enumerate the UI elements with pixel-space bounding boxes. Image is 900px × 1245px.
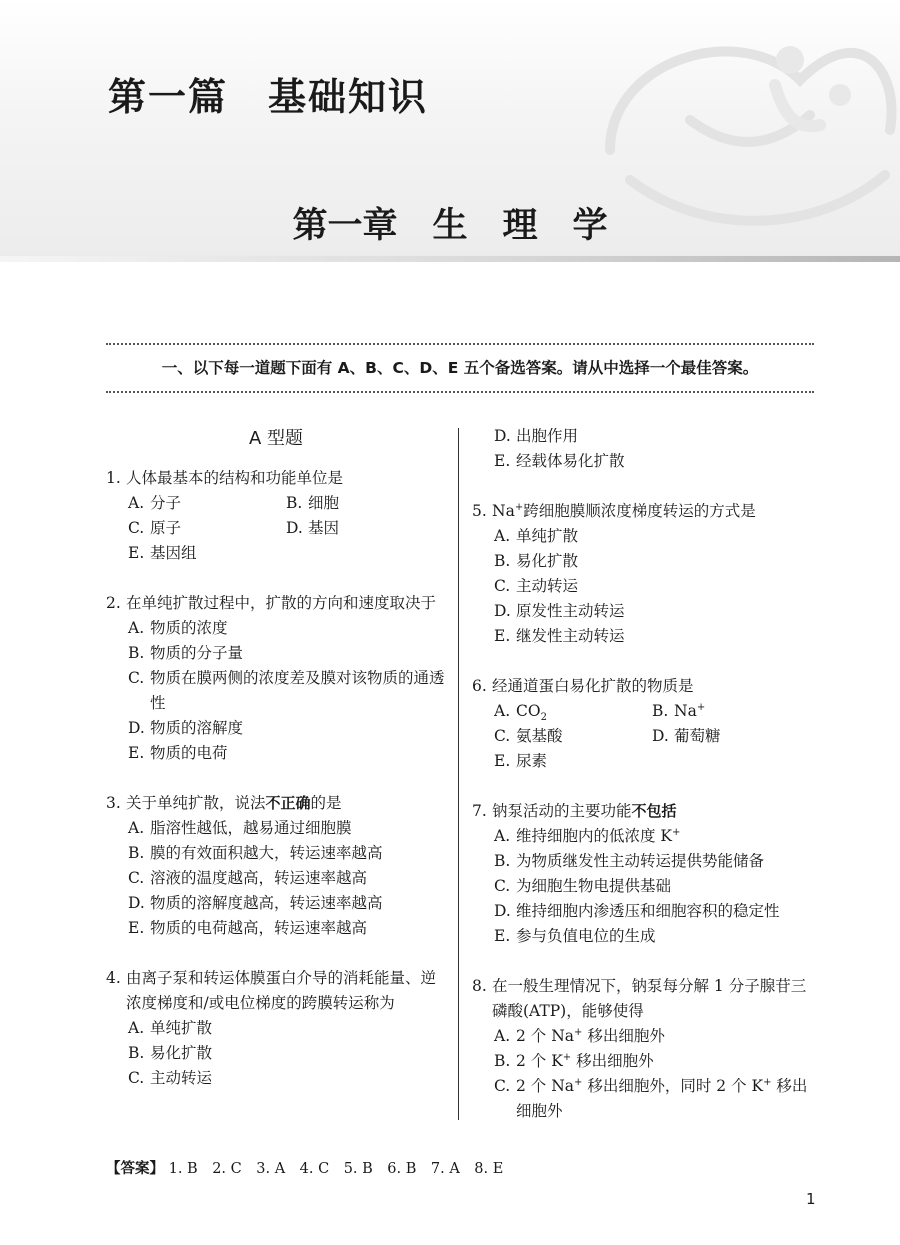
option-a: A. 脂溶性越低，越易通过细胞膜 xyxy=(128,819,352,837)
question-3 xyxy=(106,791,446,941)
question-1 xyxy=(106,466,446,566)
option-list xyxy=(472,699,817,774)
question-number: 8. xyxy=(472,977,487,995)
question-7 xyxy=(472,799,817,949)
option-c: C. 主动转运 xyxy=(494,577,579,595)
option-b: B. 为物质继发性主动转运提供势能储备 xyxy=(494,852,765,870)
question-number: 7. xyxy=(472,802,487,820)
option-e: E. 物质的电荷 xyxy=(128,744,228,762)
option-e: E. 经载体易化扩散 xyxy=(494,452,625,470)
question-stem: 4. 由离子泵和转运体膜蛋白介导的消耗能量、逆浓度梯度和/或电位梯度的跨膜转运称为 xyxy=(106,966,446,1016)
dotted-divider xyxy=(106,343,814,345)
option-d: D. 原发性主动转运 xyxy=(494,602,625,620)
question-stem: 7. 钠泵活动的主要功能不包括 xyxy=(472,799,817,824)
option-e: E. 物质的电荷越高，转运速率越高 xyxy=(128,919,368,937)
option-d: D. 物质的溶解度越高，转运速率越高 xyxy=(128,894,383,912)
emphasis-text: 不包括 xyxy=(631,802,677,820)
question-stem: 6. 经通道蛋白易化扩散的物质是 xyxy=(472,674,817,699)
question-4 xyxy=(106,966,446,1091)
option-d: D. 基因 xyxy=(286,519,340,537)
chapter-title: 第一章 生 理 学 xyxy=(292,206,608,246)
option-list xyxy=(472,1024,817,1124)
option-b: B. 细胞 xyxy=(286,494,340,512)
option-b: B. 易化扩散 xyxy=(494,552,579,570)
option-c: C. 为细胞生物电提供基础 xyxy=(494,877,672,895)
option-a: A. $CO_2$ xyxy=(494,702,547,724)
question-number: 1. xyxy=(106,469,121,487)
option-c: C. 原子 xyxy=(128,519,182,537)
instruction-text: 一、以下每一道题下面有 A、B、C、D、E 五个备选答案。请从中选择一个最佳答案。 xyxy=(161,359,759,377)
option-c: C. 物质在膜两侧的浓度差及膜对该物质的通透性 xyxy=(128,669,445,712)
question-stem: 3. 关于单纯扩散，说法不正确的是 xyxy=(106,791,446,816)
option-a: A. 单纯扩散 xyxy=(494,527,579,545)
option-a: A. 维持细胞内的低浓度 K+ xyxy=(494,826,681,845)
option-e: E. 继发性主动转运 xyxy=(494,627,625,645)
option-d: D. 葡萄糖 xyxy=(652,727,721,745)
right-column xyxy=(472,424,817,1149)
option-a: A. 单纯扩散 xyxy=(128,1019,213,1037)
left-column xyxy=(106,424,446,1116)
option-e: E. 基因组 xyxy=(128,544,197,562)
option-b: B. Na+ xyxy=(652,701,706,720)
option-b: B. 膜的有效面积越大，转运速率越高 xyxy=(128,844,383,862)
option-d: D. 维持细胞内渗透压和细胞容积的稳定性 xyxy=(494,902,780,920)
question-stem: 5. Na+跨细胞膜顺浓度梯度转运的方式是 xyxy=(472,499,817,524)
question-number: 4. xyxy=(106,969,121,987)
option-e: E. 尿素 xyxy=(494,752,548,770)
question-number: 5. xyxy=(472,502,487,520)
answer-label: 【答案】 xyxy=(106,1161,164,1177)
question-stem: 2. 在单纯扩散过程中，扩散的方向和速度取决于 xyxy=(106,591,446,616)
question-number: 2. xyxy=(106,594,121,612)
question-2 xyxy=(106,591,446,766)
section-heading: A 型题 xyxy=(248,428,304,449)
answer-values: 1. B 2. C 3. A 4. C 5. B 6. B 7. A 8. E xyxy=(168,1161,504,1177)
question-number: 3. xyxy=(106,794,121,812)
option-list-continued xyxy=(472,424,817,474)
question-number: 6. xyxy=(472,677,487,695)
option-list xyxy=(106,491,446,566)
dotted-divider xyxy=(106,391,814,393)
option-c: C. 溶液的温度越高，转运速率越高 xyxy=(128,869,368,887)
part-title: 第一篇 基础知识 xyxy=(108,75,429,119)
option-list xyxy=(106,816,446,941)
option-c: C. 主动转运 xyxy=(128,1069,213,1087)
column-divider xyxy=(458,428,459,1120)
option-d: D. 出胞作用 xyxy=(494,427,579,445)
question-stem: 8. 在一般生理情况下，钠泵每分解 1 分子腺苷三磷酸(ATP)，能够使得 xyxy=(472,974,817,1024)
question-5 xyxy=(472,499,817,649)
question-stem: 1. 人体最基本的结构和功能单位是 xyxy=(106,466,446,491)
option-d: D. 物质的溶解度 xyxy=(128,719,244,737)
question-6 xyxy=(472,674,817,774)
option-a: A. 2 个 Na+ 移出细胞外 xyxy=(494,1026,665,1045)
question-8 xyxy=(472,974,817,1124)
option-a: A. 物质的浓度 xyxy=(128,619,228,637)
option-list xyxy=(106,616,446,766)
emphasis-text: 不正确 xyxy=(265,794,311,812)
option-e: E. 参与负值电位的生成 xyxy=(494,927,656,945)
option-list xyxy=(106,1016,446,1091)
option-b: B. 物质的分子量 xyxy=(128,644,244,662)
option-b: B. 2 个 K+ 移出细胞外 xyxy=(494,1051,654,1070)
option-a: A. 分子 xyxy=(128,494,182,512)
answer-key xyxy=(106,1157,503,1178)
option-b: B. 易化扩散 xyxy=(128,1044,213,1062)
page-number: 1 xyxy=(806,1190,816,1208)
option-list xyxy=(472,524,817,649)
option-list xyxy=(472,824,817,949)
option-c: C. 氨基酸 xyxy=(494,727,563,745)
option-c: C. 2 个 Na+ 移出细胞外，同时 2 个 K+ 移出细胞外 xyxy=(494,1076,808,1120)
header-divider xyxy=(0,256,900,262)
